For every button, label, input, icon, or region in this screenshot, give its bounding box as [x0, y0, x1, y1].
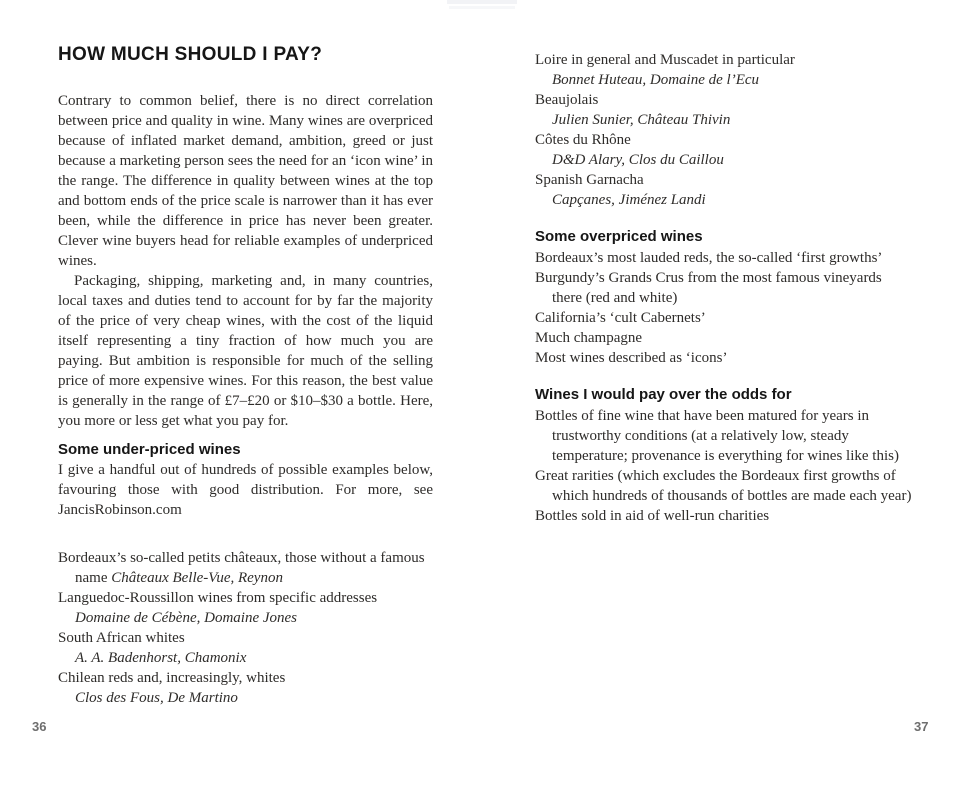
list-item: Beaujolais	[535, 92, 599, 108]
list-item: Bordeaux’s most lauded reds, the so-called ‘first growths’	[535, 250, 883, 266]
producer-names: D&D Alary, Clos du Caillou	[552, 152, 724, 168]
producer-names: Bonnet Huteau, Domaine de l’Ecu	[552, 72, 760, 88]
producer-names: Domaine de Cébène, Domaine Jones	[75, 610, 298, 626]
list-item: Loire in general and Muscadet in particular	[535, 52, 795, 68]
list-item: Most wines described as ‘icons’	[535, 350, 728, 366]
producer-names: Châteaux Belle-Vue, Reynon	[111, 570, 283, 586]
list-item: Languedoc-Roussillon wines from specific addresses	[58, 590, 378, 606]
left-page	[58, 44, 433, 708]
list-item: Côtes du Rhône	[535, 132, 631, 148]
page-number-right: 37	[914, 719, 929, 734]
underpriced-wines-list	[58, 548, 433, 708]
section-heading-overpriced: Some overpriced wines	[535, 228, 703, 245]
list-item: South African whites	[58, 630, 185, 646]
over-the-odds-list	[535, 406, 913, 526]
page-number-left: 36	[32, 719, 47, 734]
list-item: Burgundy’s Grands Crus from the most famous vineyards there (red and white)	[535, 270, 882, 306]
section-heading-over-the-odds: Wines I would pay over the odds for	[535, 386, 792, 403]
producer-names: Julien Sunier, Château Thivin	[552, 112, 731, 128]
list-item	[58, 548, 433, 588]
list-item: California’s ‘cult Cabernets’	[535, 310, 706, 326]
section-heading-underpriced: Some under-priced wines	[58, 441, 241, 458]
list-item: Bottles of fine wine that have been matured for years in trustworthy conditions (at a relatively low, steady temperature; provenance is everything for wines like this)	[535, 408, 899, 464]
list-item: Chilean reds and, increasingly, whites	[58, 670, 286, 686]
overpriced-wines-list	[535, 248, 913, 368]
list-item: Bottles sold in aid of well-run charities	[535, 508, 770, 524]
underpriced-wines-list-continued	[535, 50, 913, 210]
producer-names: Capçanes, Jiménez Landi	[552, 192, 706, 208]
producer-names: A. A. Badenhorst, Chamonix	[75, 650, 247, 666]
body-paragraph-2: Packaging, shipping, marketing and, in many countries, local taxes and duties tend to account for by far the majority of the price of very cheap wines, with the cost of the liquid itself representing a tiny fraction of how much you are paying. But ambition is responsible for much of the selling price of more expensive wines. For this reason, the best value is generally in the range of £7–£20 or $10–$30 a bottle. Here, you more or less get what you pay for.	[58, 273, 433, 429]
wine-category-text: Bordeaux’s so-called petits châteaux, those without a famous name	[58, 550, 425, 586]
body-paragraph-1: Contrary to common belief, there is no direct correlation between price and quality in wine. Many wines are overpriced because of inflated market demand, ambition, greed or just because a marketing person sees the need for an ‘icon wine’ in the range. The difference in quality between wines at the top and bottom ends of the price scale is narrower than it has ever been, while the difference in price has never been greater. Clever wine buyers head for reliable examples of underpriced wines.	[58, 93, 433, 269]
producer-names: Clos des Fous, De Martino	[75, 690, 238, 706]
list-item: Much champagne	[535, 330, 643, 346]
scan-artifact	[447, 0, 517, 4]
chapter-title: HOW MUCH SHOULD I PAY?	[58, 44, 323, 65]
scan-artifact	[449, 6, 515, 9]
list-item: Great rarities (which excludes the Bordeaux first growths of which hundreds of thousands of bottles are made each year)	[535, 468, 912, 504]
right-page	[535, 50, 913, 526]
list-item: Spanish Garnacha	[535, 172, 644, 188]
underpriced-intro: I give a handful out of hundreds of possible examples below, favouring those with good distribution. For more, see JancisRobinson.com	[58, 462, 433, 518]
